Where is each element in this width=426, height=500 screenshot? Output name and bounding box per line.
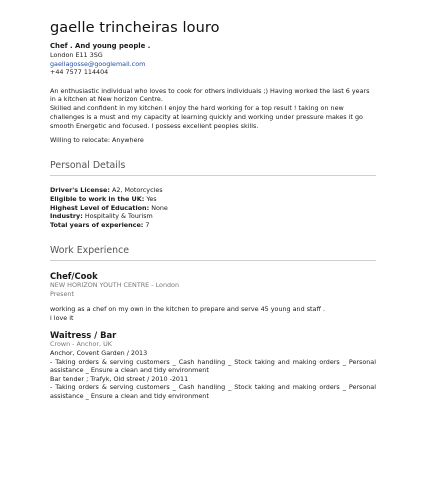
personal-details-list [50, 186, 376, 230]
detail-key: Industry: [50, 212, 83, 221]
summary-paragraph: Skilled and confident in my kitchen I enjoy the hard working for a top result ! taking on new challenges is a must and my capacity at learning quickly and working under pressure makes it go smooth Energetic and focused. I possess excellent peoples skills. [50, 104, 363, 130]
job-company: NEW HORIZON YOUTH CENTRE [50, 280, 150, 289]
detail-value: None [151, 203, 168, 212]
job-description [50, 349, 376, 401]
email-link[interactable]: gaellagosse@googlemail.com [50, 59, 146, 68]
detail-row [50, 212, 376, 221]
job-company: Crown [50, 340, 71, 349]
job-description-line: - Taking orders & serving customers _ Cash handling _ Stock taking and making orders _ Personal assistance _ Ensure a clean and tidy environment [50, 357, 376, 375]
detail-value: 7 [145, 221, 150, 230]
section-title-personal-details: Personal Details [50, 160, 376, 176]
detail-value: Hospitality & Tourism [84, 212, 153, 221]
job-description-line: - Taking orders & serving customers _ Cash handling _ Stock taking and making orders _ Personal assistance _ Ensure a clean and tidy environment [50, 383, 376, 400]
job-title: Waitress / Bar [50, 330, 117, 341]
relocation-note: Willing to relocate: Anywhere [50, 136, 144, 145]
job-location: Anchor, UK [76, 340, 112, 349]
job-location: London [155, 280, 180, 289]
summary-paragraph: An enthusiastic individual who loves to cook for others individuals ;) Having worked the last 6 years in a kitchen at New horizon Centre. [50, 86, 370, 104]
job-description-line: i love it [50, 313, 74, 322]
detail-row [50, 195, 376, 204]
section-title-work-experience: Work Experience [50, 245, 376, 261]
detail-key: Driver's License: [50, 186, 110, 194]
detail-row [50, 221, 376, 230]
detail-row [50, 204, 376, 213]
detail-value: Yes [146, 194, 157, 203]
job-company-line: Crown - Anchor, UK [50, 340, 112, 349]
candidate-name: gaelle trincheiras louro [50, 20, 220, 36]
detail-key: Eligible to work in the UK: [50, 194, 145, 203]
summary [50, 87, 376, 131]
job-company-line: NEW HORIZON YOUTH CENTRE - London [50, 280, 180, 289]
resume-page [50, 20, 376, 401]
headline: Chef . And young people . [50, 42, 151, 50]
job-description-line: working as a chef on my own in the kitchen to prepare and serve 45 young and staff . [50, 305, 325, 314]
job-description [50, 305, 376, 322]
job-title: Chef/Cook [50, 270, 98, 281]
job-entry [50, 330, 376, 400]
job-description-line: Bar tender ; Trafyk, Old street / 2010 -2011 [50, 374, 189, 383]
detail-key: Highest Level of Education: [50, 203, 150, 212]
job-entry [50, 271, 376, 322]
phone: +44 7577 114404 [50, 68, 109, 77]
job-period: Present [50, 289, 74, 298]
detail-key: Total years of experience: [50, 221, 144, 230]
job-description-line: Anchor, Covent Garden / 2013 [50, 348, 148, 357]
address: London E11 3SG [50, 51, 103, 59]
detail-value: A2, Motorcycles [111, 186, 163, 194]
detail-row [50, 186, 376, 195]
